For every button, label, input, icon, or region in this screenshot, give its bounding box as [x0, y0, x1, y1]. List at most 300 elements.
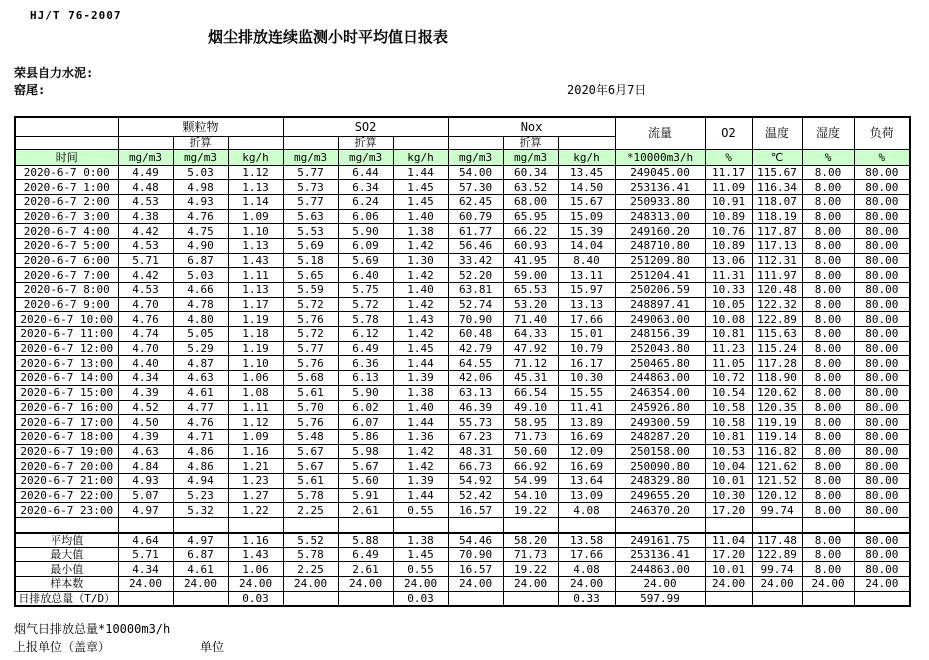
blank-cell [802, 518, 854, 533]
value-cell: 4.80 [173, 312, 228, 327]
value-cell: 80.00 [854, 180, 910, 195]
group-header-row [15, 117, 910, 136]
value-cell: 248287.20 [615, 429, 705, 444]
value-cell: 5.59 [283, 283, 338, 298]
time-cell: 2020-6-7 18:00 [15, 429, 118, 444]
value-cell: 1.10 [228, 356, 283, 371]
value-cell: 1.40 [393, 209, 448, 224]
group-nox: Nox [448, 117, 615, 136]
unit-cell: % [705, 149, 752, 165]
value-cell: 80.00 [854, 415, 910, 430]
blank-cell [854, 518, 910, 533]
value-cell: 24.00 [503, 577, 558, 592]
value-cell: 54.00 [448, 165, 503, 180]
value-cell: 8.00 [802, 224, 854, 239]
value-cell: 63.13 [448, 385, 503, 400]
value-cell: 1.42 [393, 327, 448, 342]
value-cell: 80.00 [854, 356, 910, 371]
blank-cell [283, 518, 338, 533]
value-cell: 24.00 [448, 577, 503, 592]
value-cell: 8.00 [802, 444, 854, 459]
value-cell: 52.74 [448, 297, 503, 312]
group-humidity: 湿度 [802, 117, 854, 149]
value-cell: 117.87 [752, 224, 802, 239]
value-cell: 71.73 [503, 429, 558, 444]
group-load: 负荷 [854, 117, 910, 149]
value-cell: 6.24 [338, 194, 393, 209]
value-cell: 4.98 [173, 180, 228, 195]
value-cell: 67.23 [448, 429, 503, 444]
value-cell: 17.20 [705, 547, 752, 562]
time-cell: 2020-6-7 0:00 [15, 165, 118, 180]
value-cell: 42.06 [448, 371, 503, 386]
time-cell: 2020-6-7 10:00 [15, 312, 118, 327]
value-cell: 10.33 [705, 283, 752, 298]
value-cell: 6.87 [173, 253, 228, 268]
value-cell: 50.60 [503, 444, 558, 459]
value-cell: 80.00 [854, 400, 910, 415]
value-cell: 80.00 [854, 283, 910, 298]
value-cell: 244863.00 [615, 562, 705, 577]
time-cell: 2020-6-7 19:00 [15, 444, 118, 459]
value-cell: 249063.00 [615, 312, 705, 327]
value-cell: 8.00 [802, 429, 854, 444]
value-cell: 24.00 [338, 577, 393, 592]
blank-cell [705, 518, 752, 533]
value-cell: 248710.80 [615, 238, 705, 253]
value-cell: 24.00 [228, 577, 283, 592]
value-cell: 8.00 [802, 253, 854, 268]
value-cell: 4.39 [118, 385, 173, 400]
value-cell: 10.81 [705, 327, 752, 342]
value-cell: 5.03 [173, 165, 228, 180]
value-cell: 10.89 [705, 209, 752, 224]
value-cell: 115.63 [752, 327, 802, 342]
time-cell: 2020-6-7 13:00 [15, 356, 118, 371]
value-cell: 24.00 [558, 577, 615, 592]
value-cell: 80.00 [854, 533, 910, 548]
unit-cell: mg/m3 [283, 149, 338, 165]
value-cell: 1.39 [393, 371, 448, 386]
table-row [15, 312, 910, 327]
value-cell: 8.00 [802, 488, 854, 503]
value-cell: 6.07 [338, 415, 393, 430]
value-cell: 53.20 [503, 297, 558, 312]
converted-label-nox: 折算 [503, 136, 558, 149]
value-cell: 55.73 [448, 415, 503, 430]
time-cell: 2020-6-7 8:00 [15, 283, 118, 298]
unit-cell: mg/m3 [338, 149, 393, 165]
table-row [15, 444, 910, 459]
value-cell: 4.71 [173, 429, 228, 444]
unit-cell: mg/m3 [448, 149, 503, 165]
value-cell: 11.23 [705, 341, 752, 356]
value-cell: 5.72 [338, 297, 393, 312]
value-cell: 65.53 [503, 283, 558, 298]
value-cell: 6.36 [338, 356, 393, 371]
value-cell: 5.91 [338, 488, 393, 503]
value-cell: 1.45 [393, 180, 448, 195]
summary-row [15, 533, 910, 548]
value-cell: 246354.00 [615, 385, 705, 400]
value-cell: 4.97 [173, 533, 228, 548]
value-cell: 4.08 [558, 562, 615, 577]
value-cell: 1.36 [393, 429, 448, 444]
table-row [15, 429, 910, 444]
value-cell: 119.14 [752, 429, 802, 444]
value-cell: 19.22 [503, 503, 558, 518]
value-cell: 19.22 [503, 562, 558, 577]
value-cell: 11.09 [705, 180, 752, 195]
value-cell: 5.53 [283, 224, 338, 239]
value-cell: 42.79 [448, 341, 503, 356]
table-row [15, 459, 910, 474]
value-cell: 4.39 [118, 429, 173, 444]
blank-cell [615, 518, 705, 533]
value-cell: 1.06 [228, 562, 283, 577]
value-cell: 6.49 [338, 547, 393, 562]
value-cell: 1.06 [228, 371, 283, 386]
group-temp: 温度 [752, 117, 802, 149]
report-date: 2020年6月7日 [567, 83, 647, 97]
value-cell: 1.21 [228, 459, 283, 474]
value-cell [448, 591, 503, 606]
value-cell: 61.77 [448, 224, 503, 239]
blank-cell [448, 136, 503, 149]
value-cell: 6.44 [338, 165, 393, 180]
value-cell: 99.74 [752, 503, 802, 518]
value-cell: 250933.80 [615, 194, 705, 209]
value-cell: 4.86 [173, 459, 228, 474]
value-cell: 120.48 [752, 283, 802, 298]
value-cell: 8.00 [802, 415, 854, 430]
table-row [15, 488, 910, 503]
value-cell: 6.09 [338, 238, 393, 253]
value-cell: 15.39 [558, 224, 615, 239]
unit-cell: kg/h [228, 149, 283, 165]
value-cell: 1.42 [393, 444, 448, 459]
value-cell: 1.45 [393, 547, 448, 562]
value-cell: 120.35 [752, 400, 802, 415]
value-cell: 249300.59 [615, 415, 705, 430]
value-cell: 5.60 [338, 473, 393, 488]
value-cell: 1.30 [393, 253, 448, 268]
value-cell: 6.06 [338, 209, 393, 224]
value-cell: 60.79 [448, 209, 503, 224]
group-pm: 颗粒物 [118, 117, 283, 136]
report-unit-label: 上报单位（盖章） [14, 640, 111, 654]
value-cell: 11.04 [705, 533, 752, 548]
value-cell: 1.11 [228, 268, 283, 283]
value-cell: 121.62 [752, 459, 802, 474]
value-cell: 10.53 [705, 444, 752, 459]
value-cell: 57.30 [448, 180, 503, 195]
value-cell: 58.20 [503, 533, 558, 548]
value-cell: 24.00 [705, 577, 752, 592]
value-cell: 1.23 [228, 473, 283, 488]
blank-cell [118, 518, 173, 533]
value-cell: 1.42 [393, 459, 448, 474]
value-cell: 46.39 [448, 400, 503, 415]
value-cell: 4.93 [173, 194, 228, 209]
table-row [15, 194, 910, 209]
value-cell: 10.91 [705, 194, 752, 209]
value-cell: 122.89 [752, 312, 802, 327]
summary-row [15, 577, 910, 592]
value-cell: 4.76 [173, 415, 228, 430]
value-cell: 246370.20 [615, 503, 705, 518]
value-cell: 1.19 [228, 341, 283, 356]
value-cell: 54.10 [503, 488, 558, 503]
value-cell: 66.92 [503, 459, 558, 474]
value-cell: 10.30 [705, 488, 752, 503]
value-cell: 5.76 [283, 356, 338, 371]
value-cell: 8.00 [802, 297, 854, 312]
value-cell: 1.09 [228, 429, 283, 444]
time-cell: 2020-6-7 9:00 [15, 297, 118, 312]
value-cell: 5.73 [283, 180, 338, 195]
value-cell: 5.90 [338, 385, 393, 400]
value-cell: 5.78 [283, 488, 338, 503]
value-cell: 80.00 [854, 224, 910, 239]
value-cell: 1.42 [393, 268, 448, 283]
unit-cell: kg/h [558, 149, 615, 165]
unit-cell: mg/m3 [503, 149, 558, 165]
table-row [15, 400, 910, 415]
table-row [15, 297, 910, 312]
value-cell: 1.14 [228, 194, 283, 209]
value-cell: 71.12 [503, 356, 558, 371]
value-cell: 115.67 [752, 165, 802, 180]
value-cell: 1.27 [228, 488, 283, 503]
flue-gas-total-note: 烟气日排放总量*10000m3/h [14, 622, 171, 636]
group-flow: 流量 [615, 117, 705, 149]
value-cell: 80.00 [854, 165, 910, 180]
value-cell: 10.89 [705, 238, 752, 253]
value-cell: 16.57 [448, 503, 503, 518]
value-cell: 62.45 [448, 194, 503, 209]
value-cell: 63.52 [503, 180, 558, 195]
value-cell: 8.40 [558, 253, 615, 268]
value-cell: 8.00 [802, 165, 854, 180]
value-cell: 112.31 [752, 253, 802, 268]
value-cell: 8.00 [802, 562, 854, 577]
time-cell: 2020-6-7 3:00 [15, 209, 118, 224]
value-cell: 8.00 [802, 268, 854, 283]
value-cell: 10.54 [705, 385, 752, 400]
time-cell: 2020-6-7 4:00 [15, 224, 118, 239]
value-cell: 0.33 [558, 591, 615, 606]
value-cell: 8.00 [802, 194, 854, 209]
value-cell: 5.76 [283, 415, 338, 430]
value-cell: 1.12 [228, 415, 283, 430]
value-cell: 80.00 [854, 473, 910, 488]
value-cell: 4.49 [118, 165, 173, 180]
value-cell: 24.00 [283, 577, 338, 592]
blank-cell [118, 136, 173, 149]
unit-cell: % [854, 149, 910, 165]
value-cell: 5.75 [338, 283, 393, 298]
value-cell: 60.48 [448, 327, 503, 342]
value-cell: 4.87 [173, 356, 228, 371]
table-row [15, 356, 910, 371]
value-cell: 13.09 [558, 488, 615, 503]
value-cell: 8.00 [802, 371, 854, 386]
unit-cell: ℃ [752, 149, 802, 165]
value-cell: 4.34 [118, 371, 173, 386]
value-cell: 1.13 [228, 238, 283, 253]
value-cell: 4.61 [173, 562, 228, 577]
value-cell: 5.68 [283, 371, 338, 386]
value-cell: 248156.39 [615, 327, 705, 342]
value-cell: 15.97 [558, 283, 615, 298]
value-cell: 14.04 [558, 238, 615, 253]
value-cell: 250158.00 [615, 444, 705, 459]
unit-header-row [15, 149, 910, 165]
value-cell: 5.32 [173, 503, 228, 518]
value-cell: 1.19 [228, 312, 283, 327]
value-cell: 65.95 [503, 209, 558, 224]
value-cell: 248897.41 [615, 297, 705, 312]
value-cell: 80.00 [854, 341, 910, 356]
value-cell: 80.00 [854, 547, 910, 562]
value-cell: 8.00 [802, 503, 854, 518]
blank-cell [15, 136, 118, 149]
value-cell: 253136.41 [615, 547, 705, 562]
value-cell: 15.01 [558, 327, 615, 342]
value-cell: 5.07 [118, 488, 173, 503]
value-cell: 24.00 [752, 577, 802, 592]
table-row [15, 415, 910, 430]
value-cell [283, 591, 338, 606]
value-cell [173, 591, 228, 606]
value-cell: 1.17 [228, 297, 283, 312]
value-cell: 24.00 [393, 577, 448, 592]
value-cell: 6.12 [338, 327, 393, 342]
value-cell: 48.31 [448, 444, 503, 459]
value-cell: 249160.20 [615, 224, 705, 239]
value-cell: 1.13 [228, 283, 283, 298]
value-cell: 52.20 [448, 268, 503, 283]
time-cell: 2020-6-7 1:00 [15, 180, 118, 195]
value-cell: 4.50 [118, 415, 173, 430]
value-cell: 10.76 [705, 224, 752, 239]
value-cell: 6.34 [338, 180, 393, 195]
value-cell: 17.66 [558, 312, 615, 327]
value-cell: 8.00 [802, 459, 854, 474]
value-cell: 4.90 [173, 238, 228, 253]
company-name: 荣县自力水泥: [14, 66, 94, 80]
standard-number: HJ/T 76-2007 [30, 9, 122, 22]
value-cell: 63.81 [448, 283, 503, 298]
value-cell: 15.09 [558, 209, 615, 224]
value-cell: 80.00 [854, 209, 910, 224]
value-cell: 1.40 [393, 400, 448, 415]
value-cell: 10.58 [705, 400, 752, 415]
value-cell: 5.77 [283, 341, 338, 356]
value-cell: 80.00 [854, 429, 910, 444]
value-cell: 11.05 [705, 356, 752, 371]
value-cell: 16.17 [558, 356, 615, 371]
table-row [15, 473, 910, 488]
value-cell: 4.42 [118, 224, 173, 239]
value-cell: 1.39 [393, 473, 448, 488]
value-cell: 59.00 [503, 268, 558, 283]
value-cell: 4.63 [118, 444, 173, 459]
value-cell: 54.99 [503, 473, 558, 488]
value-cell: 71.73 [503, 547, 558, 562]
value-cell: 250206.59 [615, 283, 705, 298]
time-cell: 2020-6-7 2:00 [15, 194, 118, 209]
value-cell: 116.82 [752, 444, 802, 459]
value-cell: 80.00 [854, 503, 910, 518]
value-cell: 13.13 [558, 297, 615, 312]
value-cell: 6.13 [338, 371, 393, 386]
time-cell: 2020-6-7 14:00 [15, 371, 118, 386]
summary-label-cell: 最小值 [15, 562, 118, 577]
blank-cell [15, 117, 118, 136]
table-row [15, 209, 910, 224]
value-cell: 1.08 [228, 385, 283, 400]
summary-body [15, 518, 910, 606]
value-cell: 60.93 [503, 238, 558, 253]
value-cell: 17.20 [705, 503, 752, 518]
blank-cell [752, 518, 802, 533]
value-cell: 66.73 [448, 459, 503, 474]
table-row [15, 238, 910, 253]
value-cell: 12.09 [558, 444, 615, 459]
value-cell: 13.06 [705, 253, 752, 268]
value-cell: 1.18 [228, 327, 283, 342]
value-cell: 5.48 [283, 429, 338, 444]
value-cell: 70.90 [448, 312, 503, 327]
value-cell: 70.90 [448, 547, 503, 562]
value-cell: 5.70 [283, 400, 338, 415]
value-cell: 24.00 [173, 577, 228, 592]
value-cell: 80.00 [854, 385, 910, 400]
value-cell: 10.30 [558, 371, 615, 386]
value-cell: 1.42 [393, 297, 448, 312]
value-cell: 245926.80 [615, 400, 705, 415]
summary-label-cell: 平均值 [15, 533, 118, 548]
value-cell: 80.00 [854, 268, 910, 283]
value-cell: 250465.80 [615, 356, 705, 371]
value-cell: 117.28 [752, 356, 802, 371]
value-cell: 4.74 [118, 327, 173, 342]
blank-cell [338, 518, 393, 533]
value-cell: 80.00 [854, 562, 910, 577]
table-row [15, 224, 910, 239]
table-row [15, 165, 910, 180]
value-cell: 5.77 [283, 165, 338, 180]
value-cell: 47.92 [503, 341, 558, 356]
blank-cell [558, 136, 615, 149]
value-cell: 1.16 [228, 533, 283, 548]
table-body [15, 165, 910, 518]
value-cell: 66.22 [503, 224, 558, 239]
value-cell: 10.81 [705, 429, 752, 444]
value-cell: 4.34 [118, 562, 173, 577]
value-cell: 56.46 [448, 238, 503, 253]
value-cell: 111.97 [752, 268, 802, 283]
time-header: 时间 [15, 149, 118, 165]
value-cell: 8.00 [802, 327, 854, 342]
value-cell: 4.48 [118, 180, 173, 195]
value-cell: 1.45 [393, 194, 448, 209]
time-cell: 2020-6-7 17:00 [15, 415, 118, 430]
value-cell: 1.38 [393, 385, 448, 400]
value-cell: 66.54 [503, 385, 558, 400]
